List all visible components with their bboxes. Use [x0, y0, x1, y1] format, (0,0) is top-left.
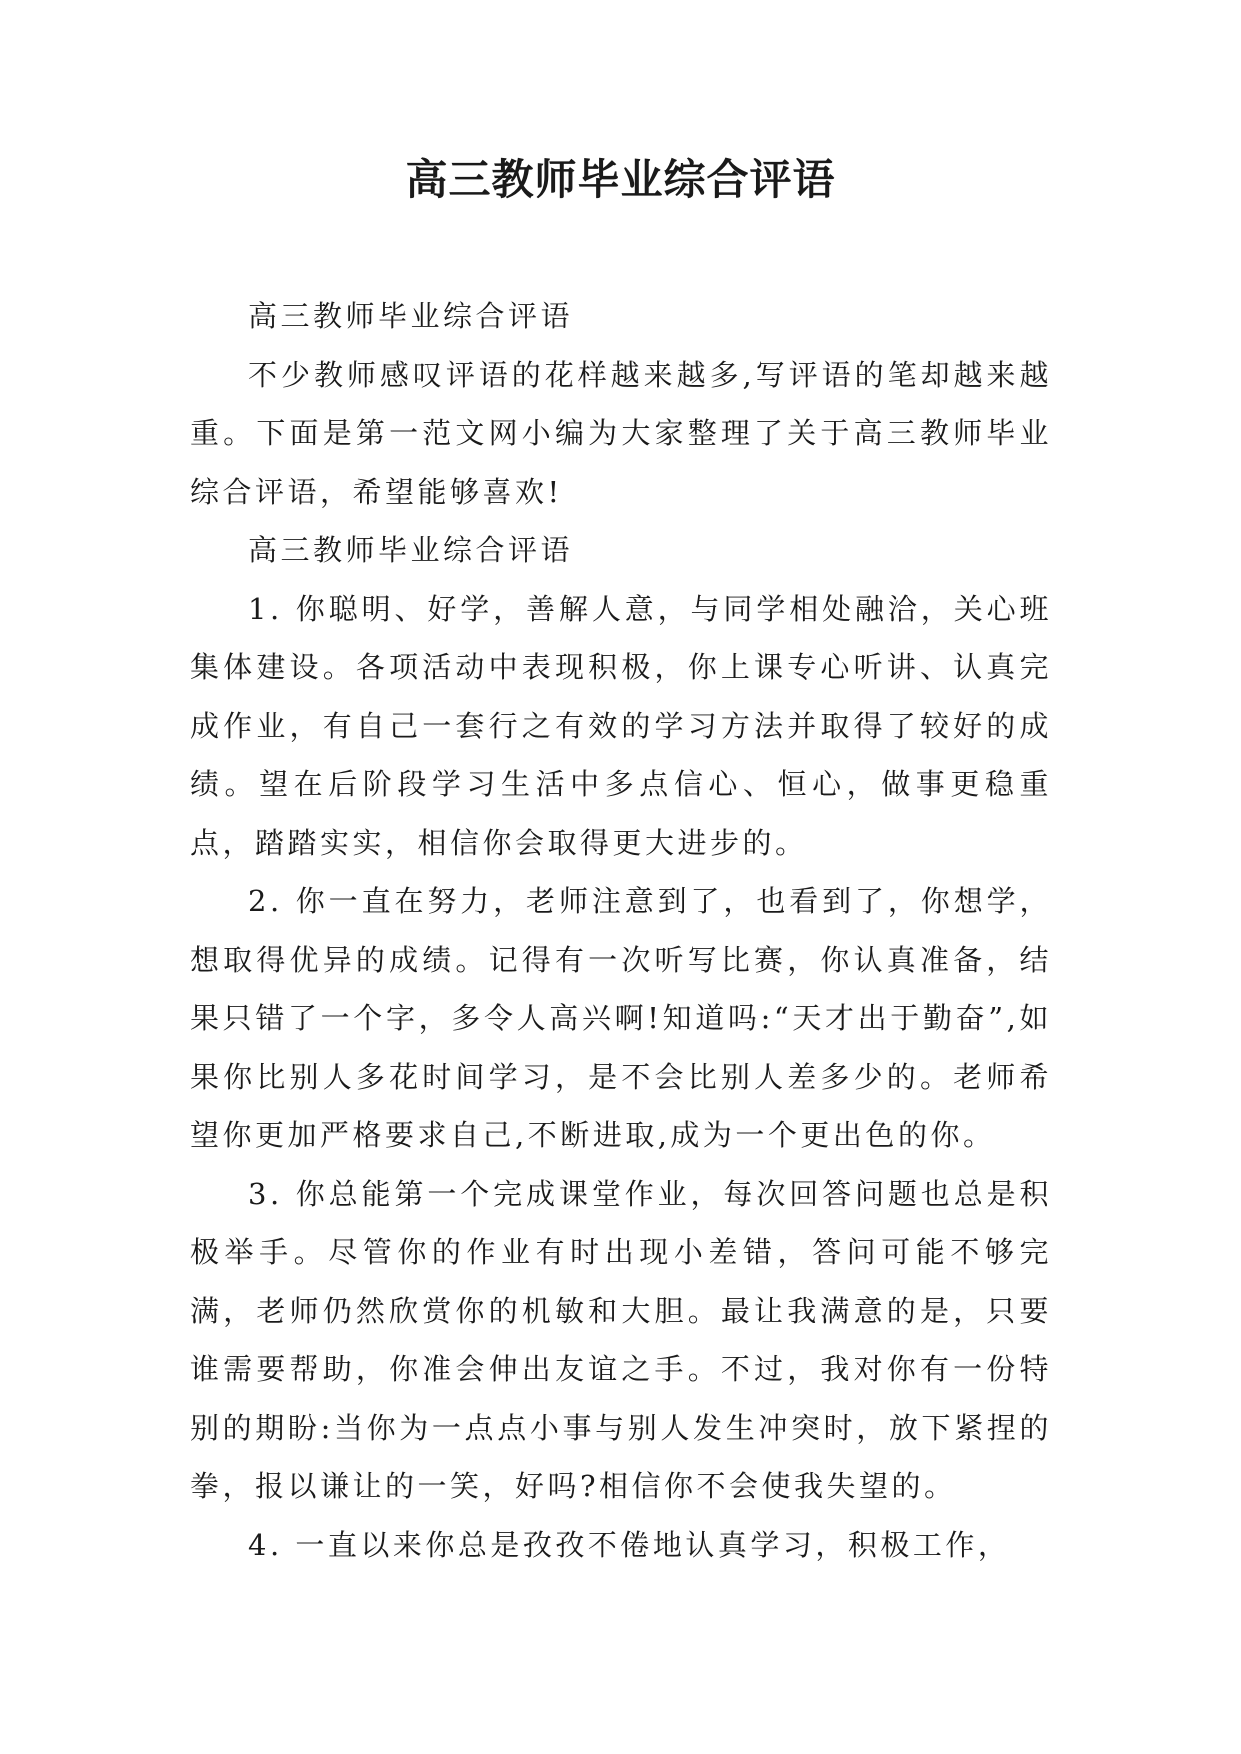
- paragraph-subtitle: 高三教师毕业综合评语: [248, 533, 574, 567]
- paragraph-comment-2: 2. 你一直在努力，老师注意到了，也看到了，你想学，想取得优异的成绩。记得有一次听写比赛，你认真准备，结果只错了一个字，多令人高兴啊!知道吗:“天才出于勤奋”,如果你比别人多花时间学习，是不会比别人差多少的。老师希望你更加严格要求自己,不断进取,成为一个更出色的你。: [190, 884, 1052, 1152]
- paragraph-intro: 不少教师感叹评语的花样越来越多,写评语的笔却越来越重。下面是第一范文网小编为大家整理了关于高三教师毕业综合评语，希望能够喜欢!: [190, 357, 1052, 509]
- paragraph-comment-4: 4. 一直以来你总是孜孜不倦地认真学习，积极工作，: [248, 1527, 1011, 1562]
- document-title: 高三教师毕业综合评语: [405, 155, 836, 204]
- paragraph-comment-1: 1. 你聪明、好学，善解人意，与同学相处融洽，关心班集体建设。各项活动中表现积极，你上课专心听讲、认真完成作业，有自己一套行之有效的学习方法并取得了较好的成绩。望在后阶段学习生活中多点信心、恒心，做事更稳重点，踏踏实实，相信你会取得更大进步的。: [190, 591, 1052, 860]
- paragraph-subtitle: 高三教师毕业综合评语: [248, 299, 574, 333]
- paragraph-comment-3: 3. 你总能第一个完成课堂作业，每次回答问题也总是积极举手。尽管你的作业有时出现小差错，答问可能不够完满，老师仍然欣赏你的机敏和大胆。最让我满意的是，只要谁需要帮助，你准会伸出友谊之手。不过，我对你有一份特别的期盼:当你为一点点小事与别人发生冲突时，放下紧捏的拳，报以谦让的一笑，好吗?相信你不会使我失望的。: [190, 1176, 1052, 1503]
- document-body: [190, 287, 1052, 1574]
